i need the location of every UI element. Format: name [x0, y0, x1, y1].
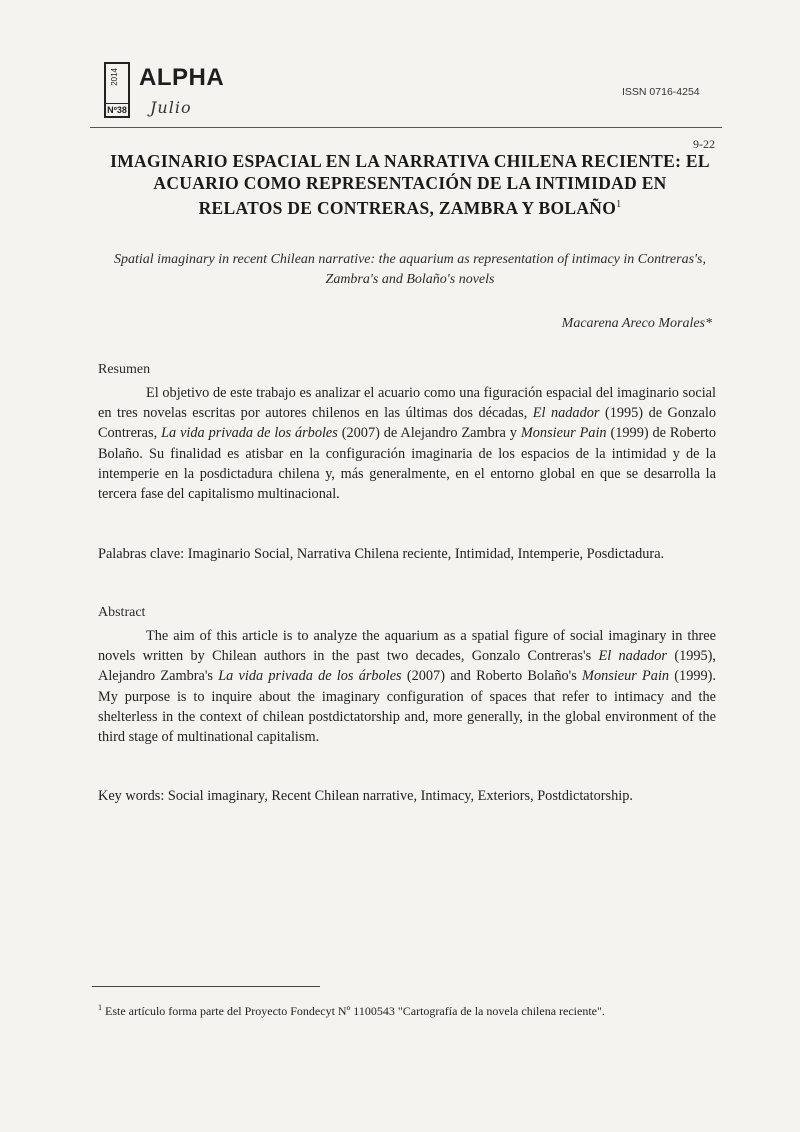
- handwritten-note: Julio: [150, 98, 192, 117]
- footnote-text: Este artículo forma parte del Proyecto Fondecyt Nº 1100543 "Cartografía de la novela chilena reciente".: [105, 1004, 605, 1018]
- palabras-clave: [98, 544, 716, 564]
- key-words: [98, 786, 716, 806]
- issn: ISSN 0716-4254: [622, 86, 700, 98]
- key-words-label: Key words:: [98, 788, 165, 804]
- footnote-marker: 1: [98, 1003, 102, 1012]
- footnote-rule: [92, 986, 320, 987]
- article-subtitle: Spatial imaginary in recent Chilean narrative: the aquarium as representation of intimacy in Contreras's, Zambra's and Bolaño's novels: [114, 252, 706, 287]
- resumen-work-title: El nadador: [532, 405, 600, 422]
- resumen-text: [98, 383, 716, 504]
- author-marker: *: [705, 316, 712, 331]
- key-words-text: Social imaginary, Recent Chilean narrative, Intimacy, Exteriors, Postdictatorship.: [167, 788, 633, 804]
- abstract-heading: Abstract: [98, 605, 146, 620]
- abstract-body: [98, 628, 716, 745]
- title-footnote-marker[interactable]: 1: [616, 199, 622, 210]
- palabras-clave-label: Palabras clave:: [98, 546, 185, 562]
- abstract-work-title: La vida privada de los árboles: [218, 668, 402, 685]
- abstract-text-run: (2007) and Roberto Bolaño's: [401, 668, 583, 685]
- resumen-heading: Resumen: [98, 362, 151, 377]
- footnote: [98, 1000, 716, 1019]
- author: [562, 316, 712, 332]
- resumen-text-run: (2007) de Alejandro Zambra y: [337, 425, 521, 442]
- resumen-work-title: La vida privada de los árboles: [161, 425, 338, 442]
- resumen-text-run: (1995) de Gonzalo Contreras,: [98, 405, 716, 442]
- resumen-text-run: (1999) de Roberto Bolaño. Su finalidad es atisbar en la configuración imaginaria de los espacios de la intimidad y de la intemperie en la posdictadura chilena y, más generalmente, en el entorno global en que se desarrolla la tercera fase del capitalismo multinacional.: [98, 425, 716, 503]
- logo-issue-number: Nº38: [105, 103, 129, 115]
- abstract-text: [98, 626, 716, 747]
- journal-logo: [104, 62, 130, 118]
- page-range: 9-22: [693, 137, 715, 151]
- abstract-text-run: The aim of this article is to analyze the aquarium as a spatial figure of social imaginary in three novels written by Chilean authors in the past two decades, Gonzalo Contreras's: [98, 628, 716, 665]
- author-name: Macarena Areco Morales: [561, 316, 705, 331]
- article-title-text: IMAGINARIO ESPACIAL EN LA NARRATIVA CHILENA RECIENTE: EL ACUARIO COMO REPRESENTACIÓN DE LA INTIMIDAD EN RELATOS DE CONTRERAS, ZAMBRA Y BOLAÑO: [110, 151, 710, 218]
- palabras-clave-text: Imaginario Social, Narrativa Chilena reciente, Intimidad, Intemperie, Posdictadura.: [187, 546, 665, 562]
- journal-name: ALPHA: [139, 64, 225, 91]
- abstract-text-run: (1995), Alejandro Zambra's: [98, 648, 717, 685]
- logo-year: 2014: [110, 68, 119, 86]
- resumen-work-title: Monsieur Pain: [520, 425, 607, 442]
- article-title: [110, 150, 710, 219]
- resumen-text-run: El objetivo de este trabajo es analizar el acuario como una figuración espacial del imaginario social en tres novelas escritas por autores chilenos en las últimas dos décadas,: [98, 385, 716, 422]
- abstract-work-title: El nadador: [598, 648, 667, 665]
- abstract-work-title: Monsieur Pain: [582, 668, 670, 685]
- header-rule: [90, 127, 722, 128]
- abstract-text-run: (1999). My purpose is to inquire about the imaginary configuration of spaces that refer to intimacy and the shelterless in the context of chilean postdictatorship and, more generally, in the global environment of the third stage of multinational capitalism.: [98, 668, 716, 746]
- resumen-body: [98, 385, 716, 502]
